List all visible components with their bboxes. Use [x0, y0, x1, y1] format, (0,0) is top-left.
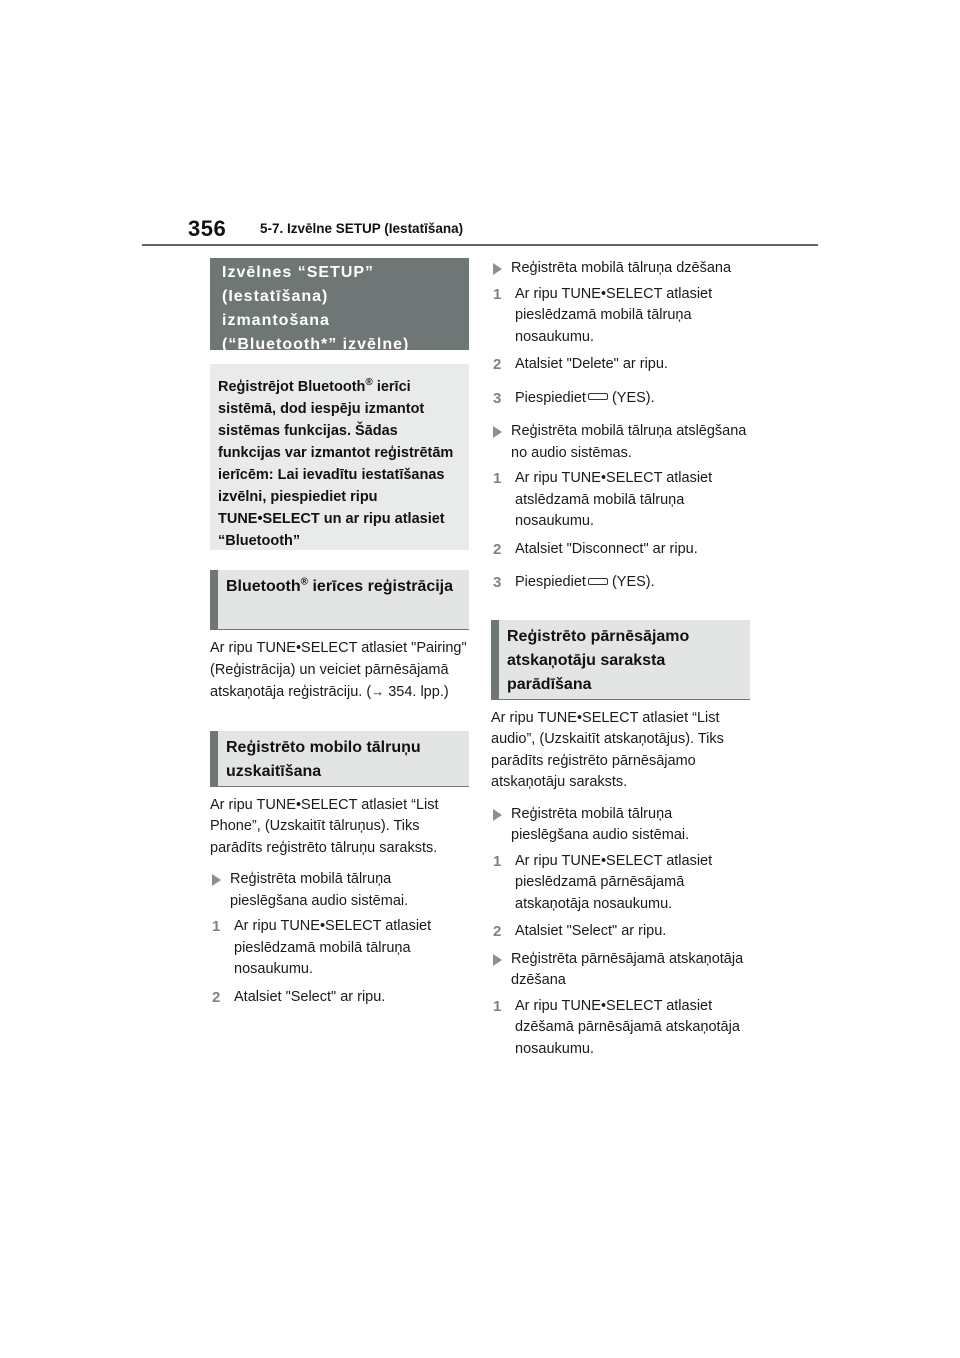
arrow-icon: → — [371, 684, 385, 699]
list-audio-paragraph: Ar ripu TUNE•SELECT atlasiet “List audio”, (Uzskaitīt atskaņotājus). Tiks parādīts reģistrēto pārnēsājamo atskaņotāju saraksts. — [491, 709, 724, 790]
page-reference: 354. lpp.) — [384, 684, 449, 700]
step-item — [491, 354, 750, 376]
step-number: 2 — [493, 356, 502, 373]
step-text: Ar ripu TUNE•SELECT atlasiet pieslēdzamā pārnēsājamā atskaņotāja nosaukumu. — [515, 852, 713, 912]
step-text-rest: (YES). — [611, 389, 655, 406]
chapter-title-line: Izvēlnes “SETUP” — [222, 264, 375, 281]
triangle-bullet-icon — [493, 954, 502, 966]
step-text: Ar ripu TUNE•SELECT atlasiet pieslēdzamā mobilā tālruņa nosaukumu. — [515, 285, 713, 345]
step-number: 3 — [493, 574, 502, 591]
registered-mark: ® — [365, 377, 373, 389]
list-item — [491, 421, 750, 464]
step-text: Atalsiet "Select" ar ripu. — [515, 923, 667, 939]
paragraph-text: Ar ripu TUNE•SELECT atlasiet "Pairing" (Reģistrācija) un veiciet pārnēsājamā atskaņotāja reģistrāciju. ( — [210, 640, 467, 700]
bullet-text: Reģistrēta mobilā tālruņa dzēšana — [511, 260, 732, 276]
list-phone-paragraph: Ar ripu TUNE•SELECT atlasiet “List Phone”, (Uzskaitīt tālruņus). Tiks parādīts reģistrēto tālruņu saraksts. — [210, 796, 439, 856]
chapter-title-line: (“Bluetooth*” izvēlne) — [222, 336, 410, 353]
list-item — [491, 258, 750, 280]
heading-text: Bluetooth — [226, 578, 301, 595]
list-item — [210, 869, 469, 912]
step-text-rest: (YES). — [611, 574, 655, 590]
section-heading-list-phones: Reģistrēto mobilo tālruņu uzskaitīšana — [210, 731, 469, 787]
section-heading-bluetooth-registration — [210, 570, 469, 630]
bullet-text: Reģistrēta pārnēsājamā atskaņotāja dzēšana — [511, 950, 744, 988]
button-icon — [588, 393, 608, 400]
section-title: 5-7. Izvēlne SETUP (Iestatīšana) — [260, 221, 464, 236]
registered-mark: ® — [300, 576, 309, 588]
step-text: Atalsiet "Disconnect" ar ripu. — [515, 540, 698, 557]
page-number: 356 — [188, 216, 227, 241]
chapter-title-line: (Iestatīšana) — [222, 288, 329, 305]
step-text: Piespiediet — [515, 574, 586, 590]
step-number: 2 — [493, 923, 502, 940]
step-number: 1 — [493, 470, 502, 487]
step-item — [491, 388, 750, 410]
step-item — [491, 539, 750, 561]
heading-text-rest: ierīces reģistrācija — [308, 578, 454, 595]
intro-box — [210, 364, 469, 550]
pairing-paragraph — [210, 638, 469, 704]
bullet-text: Reģistrēta mobilā tālruņa pieslēgšana audio sistēmai. — [230, 871, 409, 909]
chapter-title-box — [210, 258, 469, 353]
list-item — [491, 949, 750, 992]
triangle-bullet-icon — [493, 809, 502, 821]
step-number: 1 — [212, 918, 221, 935]
step-text: Atalsiet "Select" ar ripu. — [234, 988, 386, 1005]
step-number: 2 — [493, 540, 502, 558]
step-number: 1 — [493, 852, 502, 870]
triangle-bullet-icon — [493, 263, 502, 275]
step-number: 3 — [493, 389, 502, 407]
step-text: Ar ripu TUNE•SELECT atlasiet pieslēdzamā mobilā tālruņa nosaukumu. — [234, 918, 432, 977]
intro-text: Reģistrējot Bluetooth — [218, 379, 366, 395]
left-column — [210, 258, 469, 1008]
step-number: 2 — [212, 988, 221, 1006]
step-text: Atalsiet "Delete" ar ripu. — [515, 356, 668, 372]
step-item — [491, 996, 750, 1061]
bullet-text: Reģistrēta mobilā tālruņa atslēgšana no audio sistēmas. — [511, 423, 747, 461]
step-item — [491, 572, 750, 594]
step-number: 1 — [493, 997, 502, 1015]
header-divider — [142, 244, 818, 246]
step-item — [491, 284, 750, 349]
section-heading-list-audio: Reģistrēto pārnēsājamo atskaņotāju saraksta parādīšana — [491, 620, 750, 700]
list-item — [491, 804, 750, 847]
button-icon — [588, 578, 608, 585]
intro-text-rest: ierīci sistēmā, dod iespēju izmantot sistēmas funkcijas. Šādas funkcijas var izmantot reģistrētām ierīcēm: Lai ievadītu iestatīšanas izvēlni, piespiediet ripu TUNE•SELECT un ar ripu atlasiet “Bluetooth” — [218, 379, 454, 549]
triangle-bullet-icon — [493, 426, 502, 438]
step-text: Ar ripu TUNE•SELECT atlasiet atslēdzamā mobilā tālruņa nosaukumu. — [515, 470, 713, 529]
triangle-bullet-icon — [212, 874, 221, 886]
chapter-title-line: izmantošana — [222, 312, 330, 329]
right-column — [491, 258, 750, 1060]
step-item — [491, 921, 750, 943]
step-text: Piespiediet — [515, 389, 586, 406]
step-text: Ar ripu TUNE•SELECT atlasiet dzēšamā pārnēsājamā atskaņotāja nosaukumu. — [515, 997, 740, 1057]
step-item — [210, 987, 469, 1009]
step-item — [491, 468, 750, 533]
step-item — [210, 916, 469, 981]
bullet-text: Reģistrēta mobilā tālruņa pieslēgšana audio sistēmai. — [511, 805, 690, 843]
step-number: 1 — [493, 285, 502, 303]
step-item — [491, 851, 750, 916]
